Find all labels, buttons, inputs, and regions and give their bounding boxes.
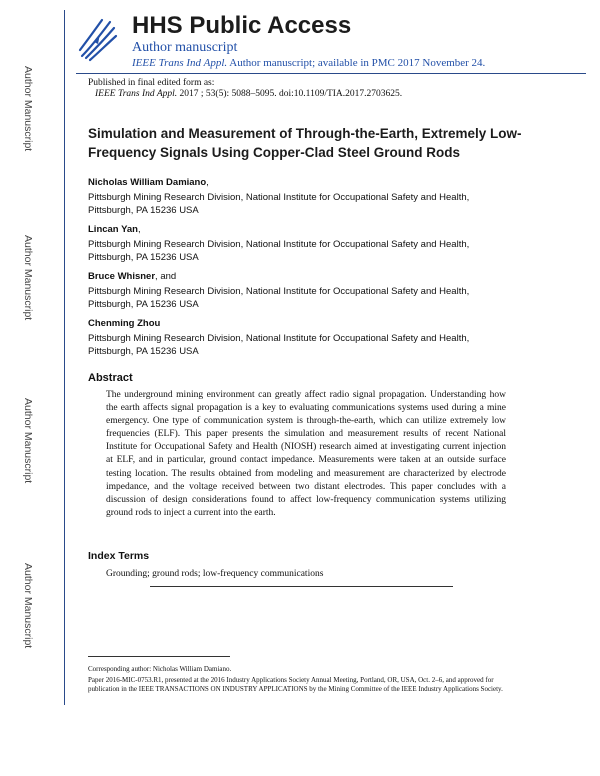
header-availability-text: Author manuscript; available in PMC 2017 November 24.: [227, 57, 486, 69]
header-availability: [132, 57, 485, 69]
footnote-paper-note: Paper 2016-MIC-0753.R1, presented at the 2016 Industry Applications Society Annual Meeting, Portland, OR, USA, Oct. 2–6, and approved for publication in the IEEE TRANSACTIONS ON INDUSTRY APPLICATIONS by the Mining Committee of the IEEE Industry Applications Society.: [88, 676, 503, 693]
author-affiliation: [88, 332, 528, 358]
author-manuscript-stamp: Author Manuscript: [22, 235, 34, 321]
publication-journal: IEEE Trans Ind Appl.: [95, 89, 178, 99]
author-suffix: ,: [206, 177, 209, 188]
affiliation-line: Pittsburgh Mining Research Division, National Institute for Occupational Safety and Health,: [88, 333, 470, 344]
affiliation-line: Pittsburgh Mining Research Division, National Institute for Occupational Safety and Health,: [88, 286, 470, 297]
author-affiliation: [88, 238, 528, 264]
author-manuscript-stamp: Author Manuscript: [22, 66, 34, 152]
author-name: [88, 318, 160, 329]
header-divider: [76, 73, 586, 74]
author-name-text: Lincan Yan: [88, 224, 138, 235]
paper-title: Simulation and Measurement of Through-the-Earth, Extremely Low-Frequency Signals Using Copper-Clad Steel Ground Rods: [88, 126, 522, 160]
publication-label: Published in final edited form as:: [88, 78, 215, 88]
section-divider: [150, 586, 453, 587]
author-name: [88, 224, 141, 235]
author-affiliation: [88, 285, 528, 311]
affiliation-line: Pittsburgh Mining Research Division, National Institute for Occupational Safety and Health,: [88, 239, 470, 250]
author-name: [88, 271, 176, 282]
index-terms-heading: Index Terms: [88, 550, 150, 562]
footnote-corresponding-author: Corresponding author: Nicholas William Damiano.: [88, 665, 232, 673]
author-suffix: ,: [137, 224, 141, 235]
author-name: [88, 177, 209, 188]
author-name-text: Bruce Whisner: [88, 271, 156, 282]
affiliation-line: Pittsburgh, PA 15236 USA: [88, 299, 199, 310]
affiliation-line: Pittsburgh, PA 15236 USA: [88, 346, 199, 357]
affiliation-line: Pittsburgh, PA 15236 USA: [88, 205, 199, 216]
margin-divider: [64, 10, 65, 705]
footnote-divider: [88, 656, 230, 657]
author-name-text: Nicholas William Damiano: [88, 177, 207, 188]
abstract-text: The underground mining environment can greatly affect radio signal propagation. Understanding how the earth affects signal propagation is a key to evaluating communications systems used during a mine emergency. One type of communication system is through-the-earth, which can utilize extremely low frequencies (ELF). This paper presents the simulation and measurement results of recent National Institute for Occupational Safety and Health (NIOSH) research aimed at investigating current injection at ELF, and in particular, ground contact impedance. Measurements were taken at an outside surface testing location. The results obtained from modeling and measurement are characterized by electrode impedance, and the voltage received between two distant electrodes. This paper concludes with a discussion of design considerations found to affect low-frequency communication systems utilizing ground rods to inject a current into the earth.: [106, 390, 506, 518]
author-affiliation: [88, 191, 528, 217]
publication-citation-text: 2017 ; 53(5): 5088–5095. doi:10.1109/TIA.2017.2703625.: [177, 89, 403, 99]
header-journal: IEEE Trans Ind Appl.: [132, 57, 228, 69]
author-name-text: Chenming Zhou: [88, 318, 161, 329]
author-manuscript-stamp: Author Manuscript: [22, 563, 34, 649]
page-header-title: HHS Public Access: [132, 12, 352, 39]
author-manuscript-stamp: Author Manuscript: [22, 398, 34, 484]
hhs-eagle-logo-icon: [76, 12, 118, 64]
header-subtitle: Author manuscript: [132, 40, 238, 55]
abstract-heading: Abstract: [88, 372, 133, 384]
publication-citation: [95, 89, 402, 99]
affiliation-line: Pittsburgh Mining Research Division, National Institute for Occupational Safety and Health,: [88, 192, 470, 203]
author-suffix: , and: [155, 271, 177, 282]
affiliation-line: Pittsburgh, PA 15236 USA: [88, 252, 199, 263]
index-terms-text: Grounding; ground rods; low-frequency communications: [106, 569, 324, 579]
